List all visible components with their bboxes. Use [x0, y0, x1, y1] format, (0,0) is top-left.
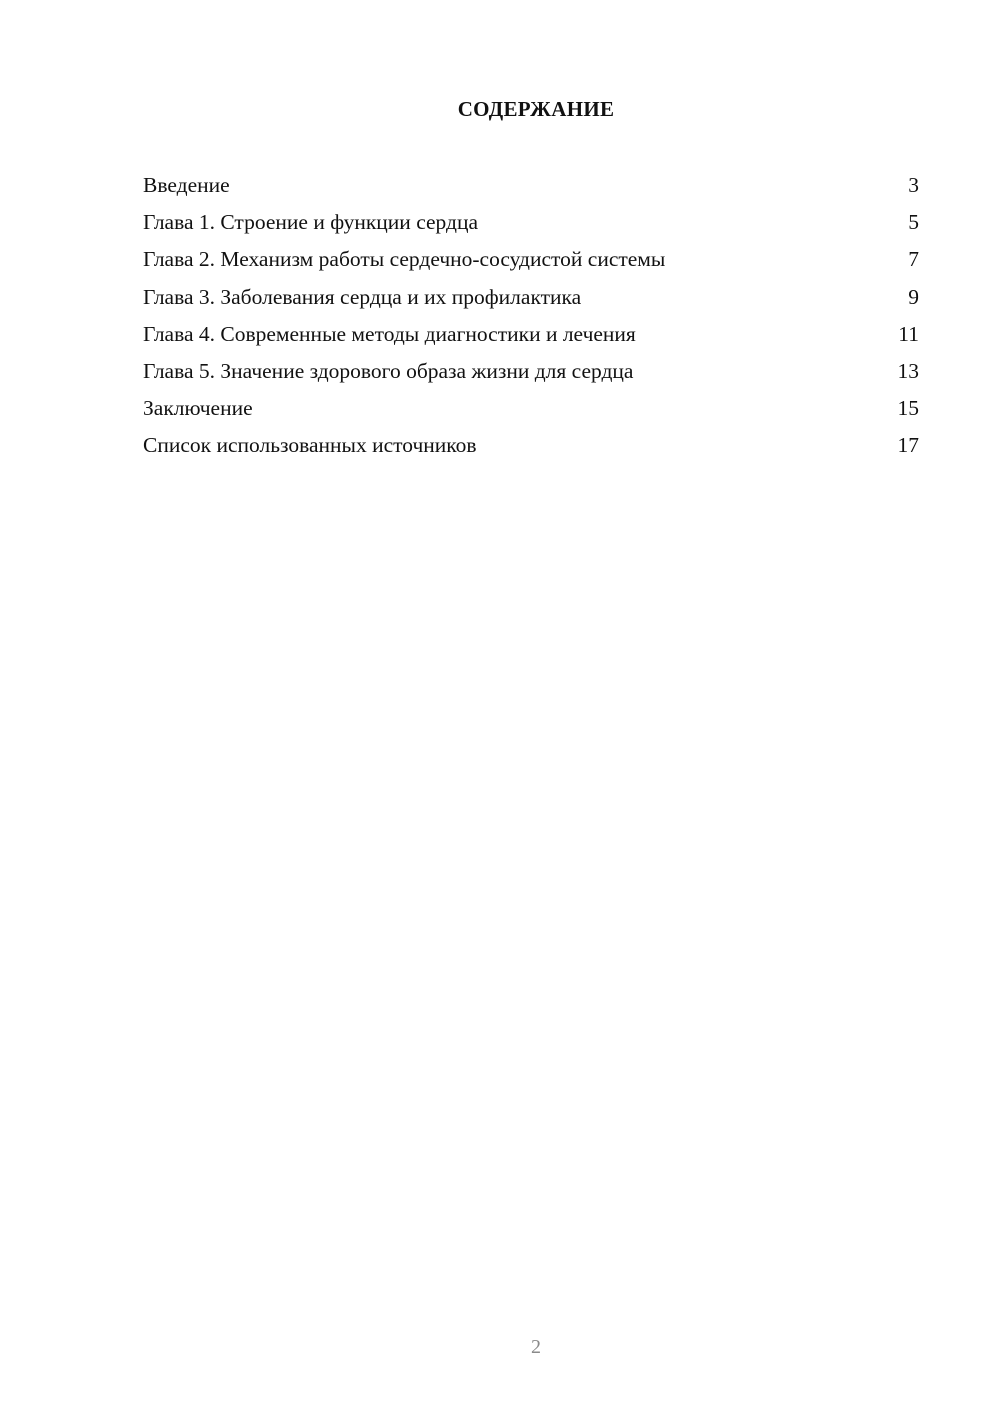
- toc-entry-title: Введение: [143, 173, 230, 197]
- toc-entry-title: Глава 5. Значение здорового образа жизни для сердца: [143, 358, 634, 383]
- toc-entry-page: 15: [897, 396, 919, 421]
- toc-entry-title: Глава 3. Заболевания сердца и их профилактика: [143, 284, 582, 309]
- toc-entry-chapter-3: [143, 282, 919, 319]
- toc-entry-page: 13: [897, 358, 919, 383]
- toc-entry-conclusion: [143, 393, 919, 430]
- toc-heading: СОДЕРЖАНИЕ: [457, 97, 615, 121]
- toc-entry-page: 17: [897, 433, 919, 458]
- toc-entry-title: Глава 1. Строение и функции сердца: [143, 210, 478, 235]
- toc-entry-title: Глава 2. Механизм работы сердечно-сосудистой системы: [143, 247, 666, 272]
- toc-entry-title: Глава 4. Современные методы диагностики и лечения: [143, 321, 636, 346]
- toc-entry-title: Заключение: [143, 396, 253, 421]
- toc-entry-chapter-2: [143, 244, 919, 281]
- toc-entry-page: 3: [908, 173, 919, 197]
- toc-entry-chapter-4: [143, 319, 919, 356]
- toc-entry-page: 11: [898, 321, 919, 346]
- toc-entry-references: [143, 430, 919, 467]
- toc-entry-chapter-5: [143, 356, 919, 393]
- toc-entry-chapter-1: [143, 207, 919, 244]
- page-number: 2: [531, 1336, 541, 1358]
- toc-entry-page: 5: [908, 210, 919, 235]
- toc-entry-introduction: [143, 170, 919, 207]
- toc-entry-title: Список использованных источников: [143, 433, 477, 458]
- table-of-contents: [143, 170, 919, 468]
- toc-entry-page: 7: [908, 247, 919, 272]
- toc-entry-page: 9: [908, 284, 919, 309]
